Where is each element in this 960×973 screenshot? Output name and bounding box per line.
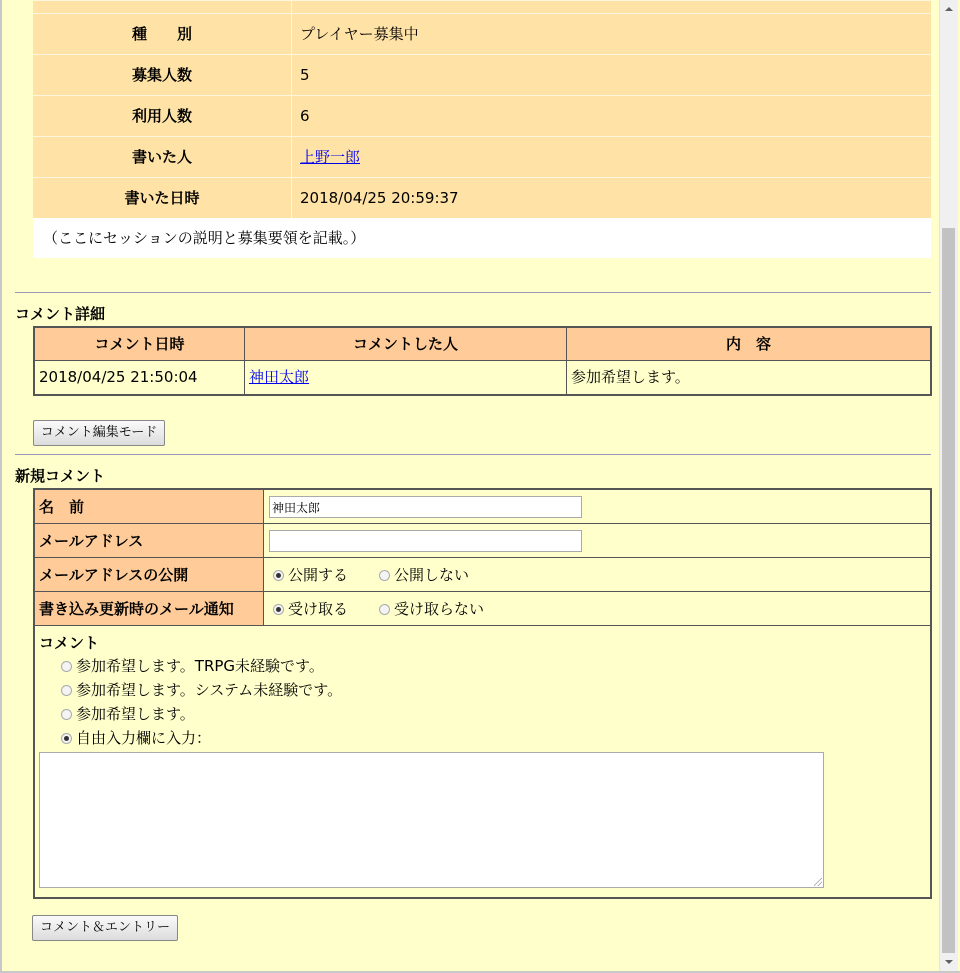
info-value: プレイヤー募集中 <box>300 25 419 43</box>
notify-label: 書き込み更新時のメール通知 <box>35 592 264 626</box>
radio-label: 参加希望します。 <box>76 705 195 723</box>
resize-grip-icon[interactable] <box>814 878 822 886</box>
new-comment-form <box>33 488 932 899</box>
session-description <box>33 218 931 258</box>
notify-cell <box>264 592 930 626</box>
email-public-option-private[interactable] <box>379 558 469 592</box>
info-row-recruit-count <box>33 54 931 95</box>
radio-label: 参加希望します。TRPG未経験です。 <box>76 657 324 675</box>
comment-option-free[interactable] <box>61 726 211 750</box>
email-label: メールアドレス <box>35 524 264 558</box>
notify-option-receive[interactable] <box>273 592 348 626</box>
comment-content-cell: 参加希望します。 <box>567 361 930 394</box>
radio-selected-icon <box>273 570 284 581</box>
radio-icon <box>379 604 390 615</box>
info-label: 書いた日時 <box>124 189 200 207</box>
header-content: 内 容 <box>567 328 930 361</box>
radio-icon <box>379 570 390 581</box>
description-text: （ここにセッションの説明と募集要領を記載。） <box>43 229 366 247</box>
info-row-datetime <box>33 177 931 218</box>
new-comment-title: 新規コメント <box>15 467 106 485</box>
email-public-label: メールアドレスの公開 <box>35 558 264 592</box>
chevron-down-icon <box>945 960 953 964</box>
radio-icon <box>61 685 72 696</box>
email-input[interactable] <box>269 530 582 552</box>
comment-table <box>33 326 932 396</box>
info-label: 募集人数 <box>131 66 192 84</box>
info-row-author <box>33 136 931 177</box>
email-cell <box>264 524 930 558</box>
info-label: 利用人数 <box>131 107 192 125</box>
info-value: 2018/04/25 20:59:37 <box>300 189 459 207</box>
comment-option-2[interactable] <box>61 678 342 702</box>
scroll-up-button[interactable] <box>940 0 958 18</box>
radio-label: 受け取る <box>288 600 349 618</box>
name-cell <box>264 490 930 524</box>
radio-label: 公開しない <box>394 566 470 584</box>
header-commenter: コメントした人 <box>245 328 567 361</box>
radio-selected-icon <box>61 733 72 744</box>
info-row-user-count <box>33 95 931 136</box>
author-link[interactable]: 上野一郎 <box>300 148 361 166</box>
comment-date-cell: 2018/04/25 21:50:04 <box>35 361 245 394</box>
scrollbar-thumb[interactable] <box>942 228 955 953</box>
chevron-up-icon <box>945 7 953 11</box>
info-row-partial <box>33 0 931 14</box>
divider <box>15 292 931 293</box>
info-label: 書いた人 <box>131 148 192 166</box>
notify-option-decline[interactable] <box>379 592 484 626</box>
commenter-link[interactable]: 神田太郎 <box>249 368 310 386</box>
info-row-type <box>33 13 931 54</box>
comment-textarea[interactable] <box>39 752 824 888</box>
comment-edit-mode-button[interactable]: コメント編集モード <box>33 420 165 446</box>
radio-label: 受け取らない <box>394 600 485 618</box>
vertical-scrollbar[interactable] <box>939 0 958 971</box>
session-info-table <box>33 0 931 218</box>
info-label: 種 別 <box>131 25 192 43</box>
window-edge <box>0 0 2 973</box>
radio-label: 参加希望します。システム未経験です。 <box>76 681 343 699</box>
scroll-down-button[interactable] <box>940 953 958 971</box>
name-label: 名 前 <box>35 490 264 524</box>
email-public-option-public[interactable] <box>273 558 348 592</box>
radio-icon <box>61 709 72 720</box>
radio-label: 自由入力欄に入力： <box>76 729 212 747</box>
header-comment-date: コメント日時 <box>35 328 245 361</box>
info-value: 6 <box>300 107 310 125</box>
comment-entry-submit-button[interactable]: コメント＆エントリー <box>32 915 178 941</box>
radio-selected-icon <box>273 604 284 615</box>
name-input[interactable] <box>269 496 582 518</box>
comment-label: コメント <box>39 634 100 652</box>
radio-label: 公開する <box>288 566 349 584</box>
email-public-cell <box>264 558 930 592</box>
commenter-cell <box>245 361 567 394</box>
divider <box>15 454 931 455</box>
comment-option-1[interactable] <box>61 654 324 678</box>
info-value: 5 <box>300 66 310 84</box>
radio-icon <box>61 661 72 672</box>
comment-details-title: コメント詳細 <box>15 305 106 323</box>
comment-box <box>35 626 930 897</box>
comment-option-3[interactable] <box>61 702 195 726</box>
